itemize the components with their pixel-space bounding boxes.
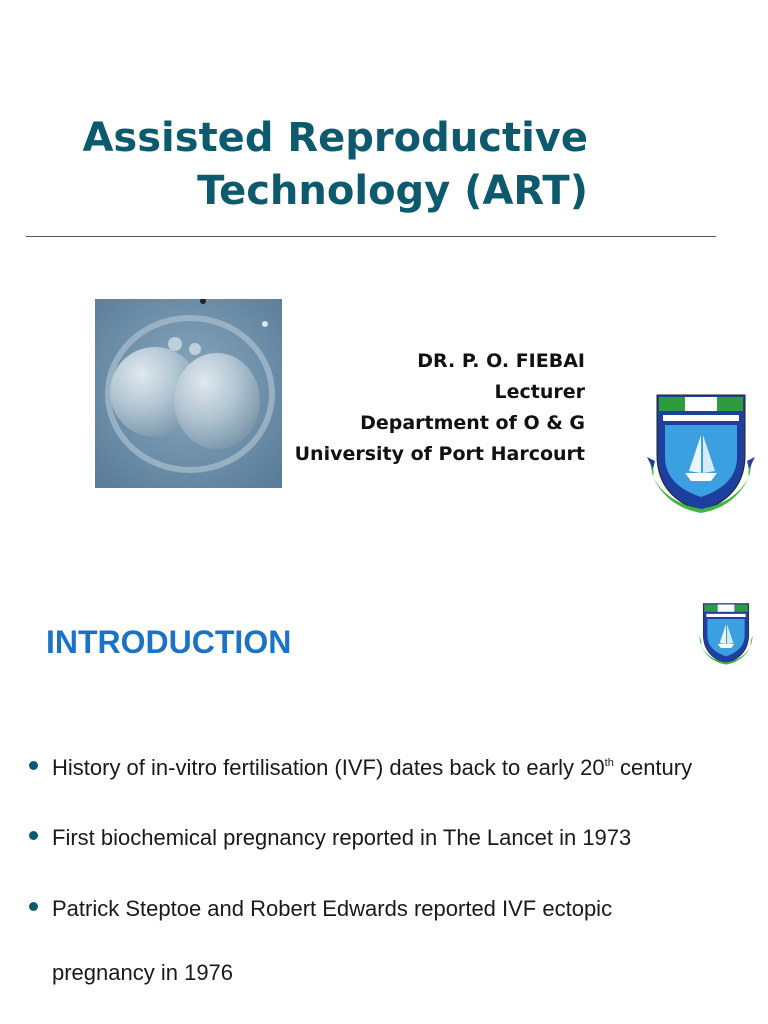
bullet-superscript: th xyxy=(604,757,614,769)
author-name: DR. P. O. FIEBAI xyxy=(417,350,585,372)
university-crest-icon xyxy=(645,385,757,515)
author-institution: University of Port Harcourt xyxy=(294,443,585,465)
bullet-text: First biochemical pregnancy reported in The Lancet in 1973 xyxy=(52,825,632,850)
title-line-1: Assisted Reproductive xyxy=(82,115,588,161)
bullet-text: pregnancy in 1976 xyxy=(52,960,234,985)
title-line-2: Technology (ART) xyxy=(197,168,588,214)
author-role: Lecturer xyxy=(494,381,585,403)
introduction-heading: INTRODUCTION xyxy=(46,624,292,660)
title-divider xyxy=(26,236,716,237)
author-block xyxy=(185,346,585,470)
university-crest-icon xyxy=(697,598,755,666)
bullet-text: History of in-vitro fertilisation (IVF) dates back to early 20 xyxy=(52,755,605,780)
bullet-text-end: century xyxy=(613,755,693,780)
bullet-text: Patrick Steptoe and Robert Edwards reported IVF ectopic xyxy=(52,896,613,921)
slide-title xyxy=(82,112,588,218)
author-department: Department of O & G xyxy=(360,412,585,434)
